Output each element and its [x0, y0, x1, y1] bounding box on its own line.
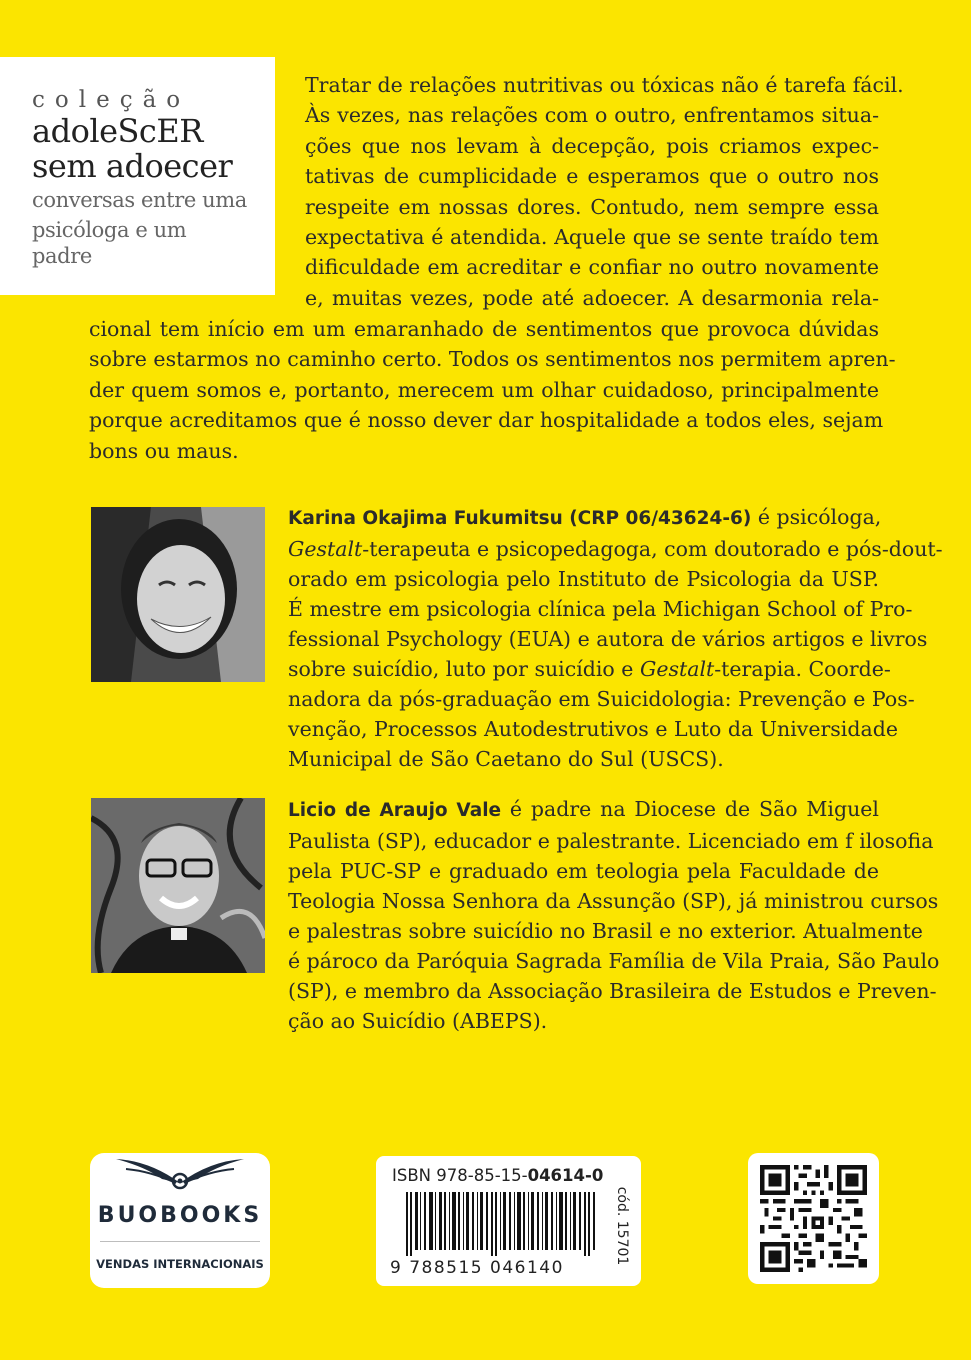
blurb-line: porque acreditamos que é nosso dever dar hospitalidade a todos eles, sejam — [89, 408, 884, 433]
bio-line: pela PUC-SP e graduado em teologia pela Faculdade de — [288, 859, 879, 883]
bio-line: Paulista (SP), educador e palestrante. Licenciado em f ilosofia — [288, 829, 934, 853]
blurb-line: dificuldade em acreditar e confiar no outro novamente — [305, 255, 879, 280]
bio-line: sobre suicídio, luto por suicídio e Gestalt-terapia. Coorde- — [288, 657, 891, 681]
blurb-line: Tratar de relações nutritivas ou tóxicas não é tarefa fácil. — [305, 73, 904, 97]
author2-name: Licio de Araujo Vale — [288, 800, 502, 821]
series-subtitle-line1: conversas entre uma — [32, 188, 247, 212]
blurb-line: der quem somos e, portanto, merecem um olhar cuidadoso, principalmente — [89, 377, 879, 402]
publisher-divider — [100, 1241, 260, 1242]
bio-line: Licio de Araujo Vale é padre na Diocese de São Miguel — [288, 797, 879, 821]
publisher-logo — [90, 1153, 270, 1288]
blurb-line: tativas de cumplicidade e esperamos que o outro nos — [305, 164, 879, 189]
owl-wings-icon — [110, 1153, 250, 1191]
blurb-line: bons ou maus. — [89, 438, 239, 463]
isbn-label: ISBN 978-85-15-04614-0 — [392, 1166, 604, 1185]
blurb-line: ções que nos levam à decepção, pois criamos expec- — [305, 133, 879, 158]
author1-portrait-icon — [91, 507, 265, 682]
publisher-tagline: VENDAS INTERNACIONAIS — [96, 1257, 264, 1271]
series-label: coleção — [32, 87, 191, 113]
bio-line: Teologia Nossa Senhora da Assunção (SP), já ministrou cursos — [288, 889, 939, 913]
bio-line: É mestre em psicologia clínica pela Michigan School of Pro- — [288, 597, 913, 621]
barcode-digits: 9 788515 046140 — [390, 1258, 564, 1278]
blurb-line: Às vezes, nas relações com o outro, enfrentamos situa- — [305, 103, 879, 128]
blurb-line: respeite em nossas dores. Contudo, nem sempre essa — [305, 194, 879, 219]
blurb-full-width — [89, 314, 896, 466]
author2-photo — [91, 798, 265, 973]
bio-line: Gestalt-terapeuta e psicopedagoga, com doutorado e pós-dout- — [288, 537, 943, 561]
publisher-name: BUOBOOKS — [97, 1203, 263, 1228]
qr-code-icon — [760, 1165, 867, 1272]
bio-line: fessional Psychology (EUA) e autora de vários artigos e livros — [288, 627, 928, 651]
bio-line: nadora da pós-graduação em Suicidologia: Prevenção e Pos- — [288, 687, 915, 711]
author2-bio — [288, 794, 940, 1036]
blurb-line: cional tem início em um emaranhado de sentimentos que provoca dúvidas — [89, 317, 879, 341]
barcode-icon — [406, 1192, 596, 1256]
author1-bio — [288, 502, 943, 774]
bio-line: Municipal de São Caetano do Sul (USCS). — [288, 747, 724, 771]
blurb-line: expectativa é atendida. Aquele que se sente traído tem — [305, 225, 879, 250]
bio-line: é pároco da Paróquia Sagrada Família de Vila Praia, São Paulo — [288, 949, 940, 973]
author1-name: Karina Okajima Fukumitsu (CRP 06/43624-6) — [288, 508, 752, 529]
bio-line: ção ao Suicídio (ABEPS). — [288, 1009, 548, 1033]
author2-portrait-icon — [91, 798, 265, 973]
series-title-box — [0, 57, 275, 295]
blurb-wrapped — [305, 70, 904, 313]
blurb-line: sobre estarmos no caminho certo. Todos os sentimentos nos permitem apren- — [89, 347, 896, 372]
bio-line: orado em psicologia pelo Instituto de Psicologia da USP. — [288, 567, 879, 591]
author1-photo — [91, 507, 265, 682]
qr-code-box — [748, 1153, 879, 1284]
bio-line: Karina Okajima Fukumitsu (CRP 06/43624-6) é psicóloga, — [288, 505, 882, 529]
bio-line: e palestras sobre suicídio no Brasil e no exterior. Atualmente — [288, 919, 923, 943]
blurb-line: e, muitas vezes, pode até adoecer. A desarmonia rela- — [305, 285, 879, 310]
bio-line: (SP), e membro da Associação Brasileira de Estudos e Preven- — [288, 979, 937, 1003]
product-code: cód. 15701 — [614, 1186, 630, 1266]
series-name-line2: sem adoecer — [32, 147, 233, 185]
series-subtitle-line2: psicóloga e um padre — [32, 218, 187, 268]
isbn-barcode-box — [376, 1156, 641, 1286]
series-name-line1: adoleScER — [32, 112, 203, 150]
bio-line: venção, Processos Autodestrutivos e Luto da Universidade — [288, 717, 898, 741]
